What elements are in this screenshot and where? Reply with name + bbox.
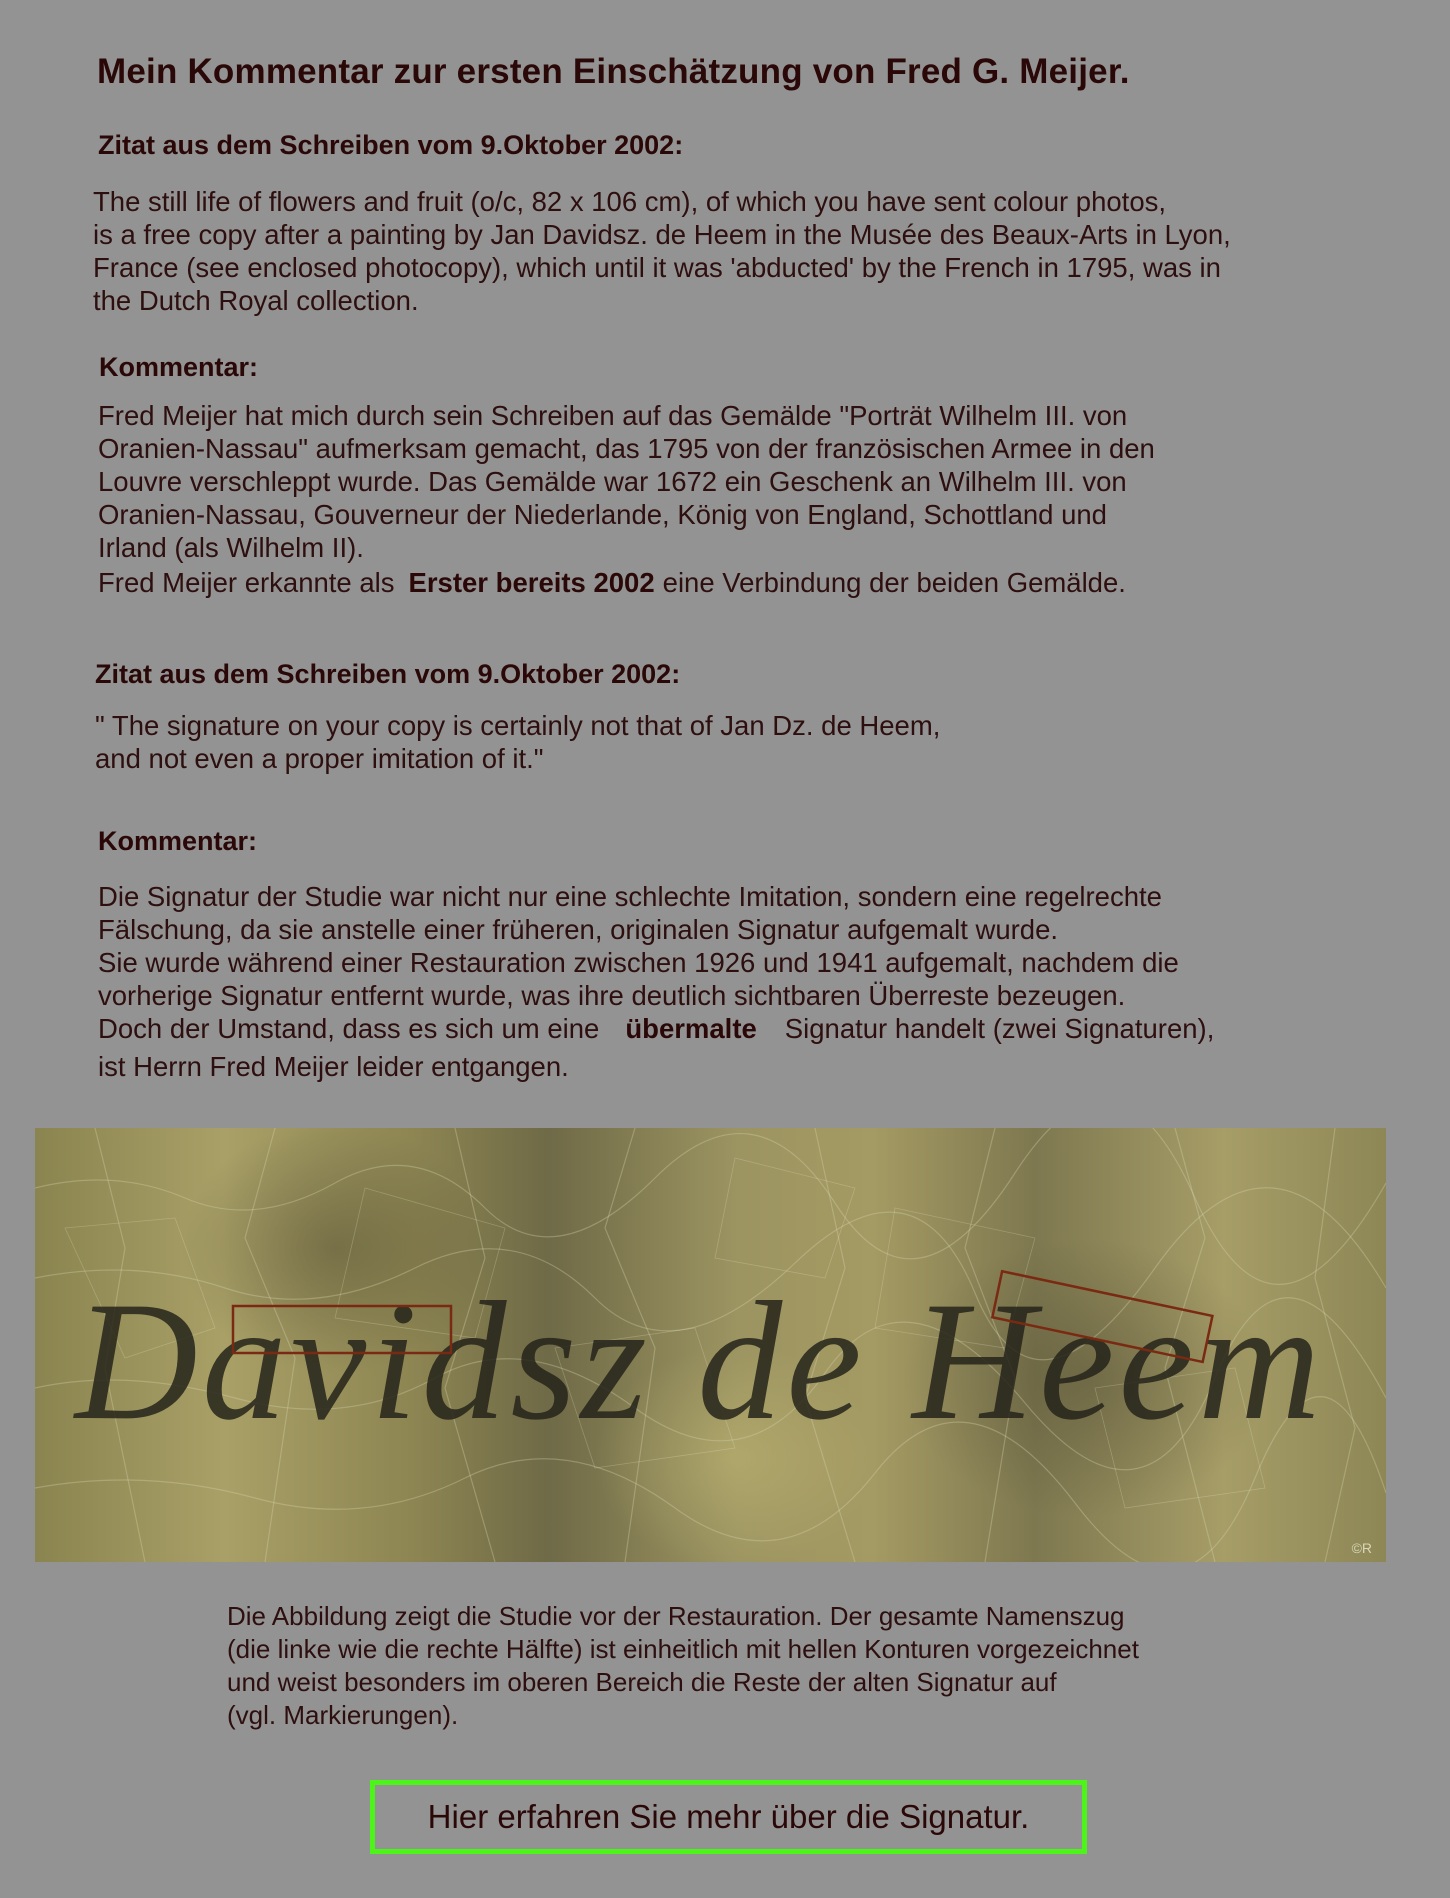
caption-line: (vgl. Markierungen).: [227, 1700, 459, 1730]
comment-1-last-after: eine Verbindung der beiden Gemälde.: [662, 567, 1126, 598]
comment-1-last-before: Fred Meijer erkannte als: [98, 567, 395, 598]
comment-2-line: Fälschung, da sie anstelle einer früheren, originalen Signatur aufgemalt wurde.: [98, 914, 1059, 945]
comment-2-line5-after: Signatur handelt (zwei Signaturen),: [784, 1013, 1215, 1044]
comment-2-line: Die Signatur der Studie war nicht nur eine schlechte Imitation, sondern eine regelrechte: [98, 881, 1162, 912]
caption-line: und weist besonders im oberen Bereich die Reste der alten Signatur auf: [227, 1667, 1057, 1697]
quote-2-line: " The signature on your copy is certainly not that of Jan Dz. de Heem,: [95, 710, 941, 741]
craquelure-pattern: [35, 1128, 1386, 1562]
page-title: Mein Kommentar zur ersten Einschätzung von Fred G. Meijer.: [97, 52, 1130, 91]
comment-2-line: Sie wurde während einer Restauration zwischen 1926 und 1941 aufgemalt, nachdem die: [98, 947, 1179, 978]
caption-line: (die linke wie die rechte Hälfte) ist einheitlich mit hellen Konturen vorgezeichnet: [227, 1634, 1139, 1664]
comment-text-1: [98, 399, 1155, 599]
quote-heading-1: Zitat aus dem Schreiben vom 9.Oktober 2002:: [98, 130, 684, 160]
caption-line: Die Abbildung zeigt die Studie vor der Restauration. Der gesamte Namenszug: [227, 1601, 1125, 1631]
comment-1-line: Fred Meijer hat mich durch sein Schreiben auf das Gemälde "Porträt Wilhelm III. von: [98, 400, 1128, 431]
comment-2-line5-before: Doch der Umstand, dass es sich um eine: [98, 1013, 600, 1044]
signature-info-link-label: Hier erfahren Sie mehr über die Signatur.: [427, 1798, 1030, 1835]
comment-1-line: Oranien-Nassau, Gouverneur der Niederlande, König von England, Schottland und: [98, 499, 1107, 530]
comment-1-line: Irland (als Wilhelm II).: [98, 532, 364, 563]
comment-2-line: ist Herrn Fred Meijer leider entgangen.: [98, 1051, 569, 1082]
comment-text-2: [98, 880, 1214, 1083]
comment-heading-1: Kommentar:: [99, 352, 259, 382]
quote-2-line: and not even a proper imitation of it.": [95, 743, 544, 774]
quote-1-line: the Dutch Royal collection.: [93, 285, 419, 316]
quote-1-line: The still life of flowers and fruit (o/c, 82 x 106 cm), of which you have sent colour photos,: [93, 186, 1167, 217]
comment-heading-2: Kommentar:: [98, 826, 258, 856]
quote-heading-2: Zitat aus dem Schreiben vom 9.Oktober 2002:: [95, 659, 681, 689]
comment-1-last-line: [98, 566, 1155, 599]
quote-text-2: [95, 709, 940, 775]
comment-2-line: [98, 1012, 1214, 1045]
signature-info-link[interactable]: [370, 1780, 1087, 1854]
copyright-mark: ©R: [1351, 1540, 1372, 1556]
signature-photo: [35, 1128, 1386, 1562]
quote-text-1: [93, 185, 1231, 317]
quote-1-line: France (see enclosed photocopy), which until it was 'abducted' by the French in 1795, was in: [93, 252, 1221, 283]
highlight-uebermalte: übermalte: [625, 1013, 757, 1044]
comment-1-line: Oranien-Nassau" aufmerksam gemacht, das 1795 von der französischen Armee in den: [98, 433, 1155, 464]
highlight-erster-bereits: Erster bereits 2002: [408, 567, 655, 598]
painted-signature: Davidsz de Heem: [75, 1267, 1325, 1455]
image-caption: [227, 1600, 1139, 1732]
comment-1-line: Louvre verschleppt wurde. Das Gemälde war 1672 ein Geschenk an Wilhelm III. von: [98, 466, 1127, 497]
comment-2-line: vorherige Signatur entfernt wurde, was ihre deutlich sichtbaren Überreste bezeugen.: [98, 980, 1126, 1011]
quote-1-line: is a free copy after a painting by Jan Davidsz. de Heem in the Musée des Beaux-Arts in Lyon,: [93, 219, 1231, 250]
